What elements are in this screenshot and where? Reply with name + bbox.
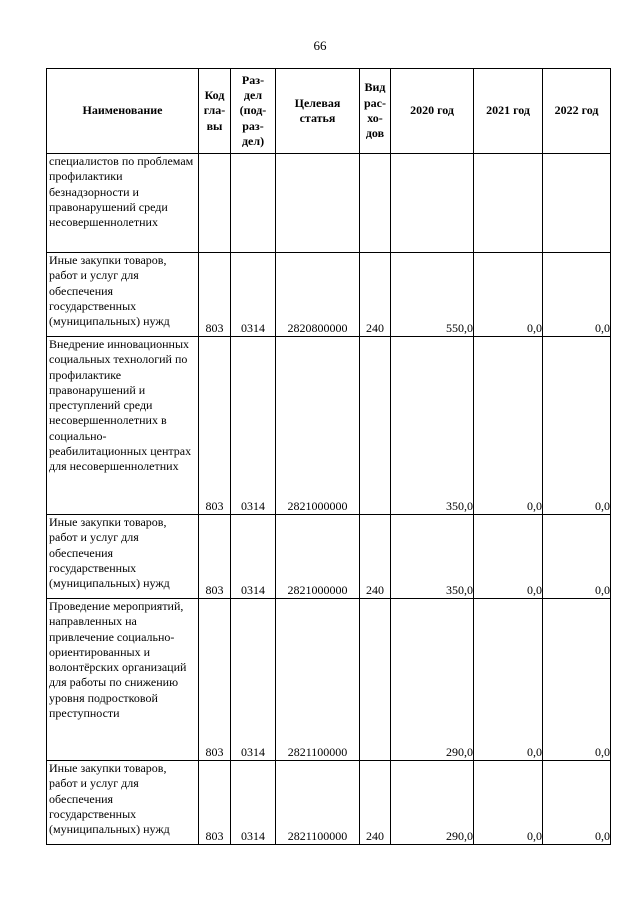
- table-header-row: [47, 69, 611, 154]
- row-expense-type-cell: 240: [360, 253, 391, 337]
- row-amount-2020-cell: 550,0: [391, 253, 474, 337]
- row-amount-2021-cell: 0,0: [474, 337, 543, 515]
- row-amount-2020-cell: 350,0: [391, 515, 474, 599]
- row-target-article-cell: 2821100000: [276, 761, 360, 845]
- row-amount-2020-cell: 290,0: [391, 761, 474, 845]
- row-expense-type-cell: 240: [360, 761, 391, 845]
- row-name-cell: Иные закупки товаров, работ и услуг для обеспечения государственных (муниципальных) нужд: [47, 515, 199, 599]
- row-amount-2021-cell: 0,0: [474, 515, 543, 599]
- row-expense-type-cell: [360, 599, 391, 761]
- row-amount-2021-cell: [474, 154, 543, 253]
- header-year-2020: [391, 69, 474, 154]
- table-row: [47, 253, 611, 337]
- header-target-article: [276, 69, 360, 154]
- row-section-cell: 0314: [231, 761, 276, 845]
- row-chapter-code-cell: 803: [199, 337, 231, 515]
- row-chapter-code-cell: 803: [199, 515, 231, 599]
- row-name-cell: Внедрение инновационных социальных технологий по профилактике правонарушений и преступлений среди несовершеннолетних в социально-реабилитационных центрах для несовершеннолетних: [47, 337, 199, 515]
- header-line: Целевая: [294, 95, 341, 110]
- header-expense-type: [360, 69, 391, 154]
- row-amount-2022-cell: 0,0: [543, 253, 611, 337]
- table-row: [47, 154, 611, 253]
- header-line: 2021 год: [486, 103, 530, 118]
- row-section-cell: 0314: [231, 599, 276, 761]
- header-line: Раз-: [241, 72, 265, 87]
- header-line: Наименование: [82, 103, 163, 118]
- row-section-cell: 0314: [231, 515, 276, 599]
- row-expense-type-cell: [360, 154, 391, 253]
- row-chapter-code-cell: [199, 154, 231, 253]
- header-line: вы: [206, 118, 223, 133]
- header-line: 2022 год: [554, 103, 599, 118]
- row-amount-2021-cell: 0,0: [474, 761, 543, 845]
- table-row: [47, 599, 611, 761]
- row-expense-type-cell: 240: [360, 515, 391, 599]
- row-amount-2022-cell: 0,0: [543, 337, 611, 515]
- table-row: [47, 761, 611, 845]
- row-name-cell: Иные закупки товаров, работ и услуг для обеспечения государственных (муниципальных) нужд: [47, 253, 199, 337]
- table-row: [47, 515, 611, 599]
- header-line: рас-: [364, 95, 386, 110]
- row-chapter-code-cell: 803: [199, 253, 231, 337]
- table-body: [47, 154, 611, 845]
- page-number: 66: [313, 38, 327, 53]
- row-amount-2020-cell: [391, 154, 474, 253]
- row-name-cell: Иные закупки товаров, работ и услуг для обеспечения государственных (муниципальных) нужд: [47, 761, 199, 845]
- header-line: статья: [299, 111, 336, 125]
- row-target-article-cell: 2821000000: [276, 515, 360, 599]
- row-amount-2021-cell: 0,0: [474, 599, 543, 761]
- row-chapter-code-cell: 803: [199, 761, 231, 845]
- header-line: хо-: [367, 111, 383, 125]
- header-line: раз-: [242, 118, 264, 133]
- header-line: 2020 год: [410, 103, 454, 118]
- header-name: [47, 69, 199, 154]
- row-expense-type-cell: [360, 337, 391, 515]
- row-section-cell: 0314: [231, 337, 276, 515]
- row-target-article-cell: 2820800000: [276, 253, 360, 337]
- row-chapter-code-cell: 803: [199, 599, 231, 761]
- header-chapter-code: [199, 69, 231, 154]
- header-line: дов: [365, 126, 385, 141]
- header-line: (под-: [239, 103, 267, 118]
- header-line: гла-: [203, 103, 226, 118]
- budget-table: [46, 68, 611, 845]
- header-line: Вид: [364, 80, 386, 95]
- row-amount-2022-cell: 0,0: [543, 515, 611, 599]
- row-name-cell: Проведение мероприятий, направленных на привлечение социально-ориентированных и волонтёрских организаций для работы по снижению уровня подростковой преступности: [47, 599, 199, 761]
- row-section-cell: [231, 154, 276, 253]
- row-amount-2020-cell: 290,0: [391, 599, 474, 761]
- header-line: дел: [243, 88, 263, 103]
- header-line: дел): [241, 133, 265, 148]
- row-target-article-cell: 2821000000: [276, 337, 360, 515]
- row-amount-2022-cell: 0,0: [543, 761, 611, 845]
- row-target-article-cell: 2821100000: [276, 599, 360, 761]
- row-name-cell: специалистов по проблемам профилактики безнадзорности и правонарушений среди несовершеннолетних: [47, 154, 199, 253]
- row-amount-2022-cell: 0,0: [543, 599, 611, 761]
- header-year-2021: [474, 69, 543, 154]
- row-amount-2020-cell: 350,0: [391, 337, 474, 515]
- row-target-article-cell: [276, 154, 360, 253]
- header-section: [231, 69, 276, 154]
- row-section-cell: 0314: [231, 253, 276, 337]
- header-year-2022: [543, 69, 611, 154]
- row-amount-2022-cell: [543, 154, 611, 253]
- header-line: Код: [204, 88, 225, 103]
- row-amount-2021-cell: 0,0: [474, 253, 543, 337]
- table-row: [47, 337, 611, 515]
